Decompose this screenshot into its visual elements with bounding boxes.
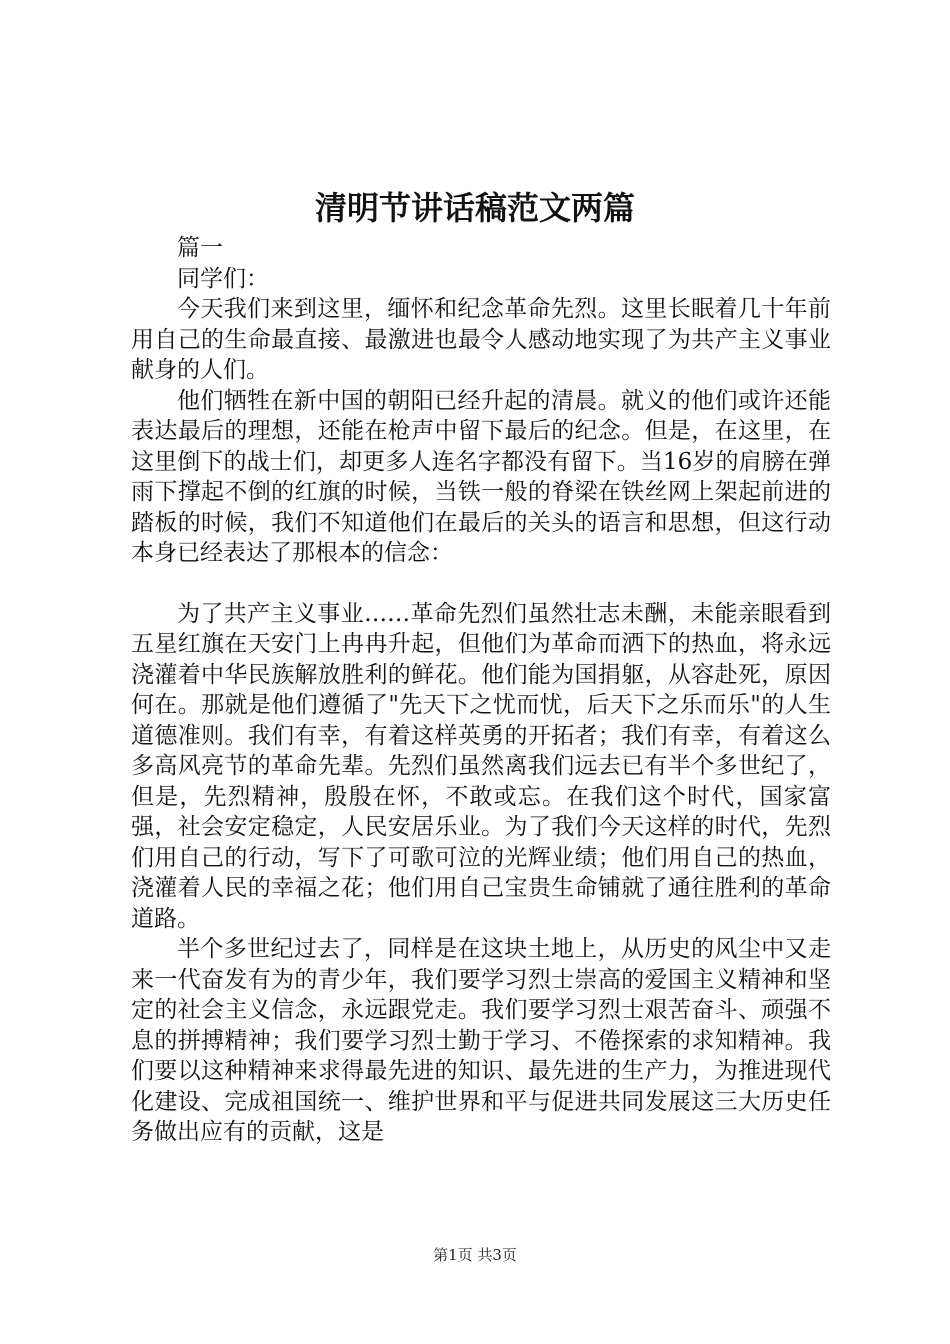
page-number-footer: 第1页 共3页 [433,1246,517,1264]
paragraph: 为了共产主义事业……革命先烈们虽然壮志未酬，未能亲眼看到五星红旗在天安门上冉冉升起，但他们为革命而洒下的热血，将永远浇灌着中华民族解放胜利的鲜花。他们能为国捐躯，从容赴死，原因何在。那就是他们遵循了"先天下之忧而忧，后天下之乐而乐"的人生道德准则。我们有幸，有着这样英勇的开拓者；我们有幸，有着这么多高风亮节的革命先辈。先烈们虽然离我们远去已有半个多世纪了，但是，先烈精神，殷殷在怀，不敢或忘。在我们这个时代，国家富强，社会安定稳定，人民安居乐业。为了我们今天这样的时代，先烈们用自己的行动，写下了可歌可泣的光辉业绩；他们用自己的热血，浇灌着人民的幸福之花；他们用自己宝贵生命铺就了通往胜利的革命道路。 [131,600,831,932]
paragraph: 半个多世纪过去了，同样是在这块土地上，从历史的风尘中又走来一代奋发有为的青少年，我们要学习烈士崇高的爱国主义精神和坚定的社会主义信念，永远跟党走。我们要学习烈士艰苦奋斗、顽强不息的拼搏精神；我们要学习烈士勤于学习、不倦探索的求知精神。我们要以这种精神来求得最先进的知识、最先进的生产力，为推进现代化建设、完成祖国统一、维护世界和平与促进共同发展这三大历史任务做出应有的贡献，这是 [131,936,831,1145]
document-title: 清明节讲话稿范文两篇 [314,189,635,227]
document-body [131,233,831,1148]
salutation: 同学们： [177,265,269,292]
paragraph: 今天我们来到这里，缅怀和纪念革命先烈。这里长眠着几十年前用自己的生命最直接、最激进也最令人感动地实现了为共产主义事业献身的人们。 [131,296,831,383]
section-heading: 篇一 [177,235,223,261]
paragraph: 他们牺牲在新中国的朝阳已经升起的清晨。就义的他们或许还能表达最后的理想，还能在枪声中留下最后的纪念。但是，在这里，在这里倒下的战士们，却更多人连名字都没有留下。当16岁的肩膀在弹雨下撑起不倒的红旗的时候，当铁一般的脊梁在铁丝网上架起前进的踏板的时候，我们不知道他们在最后的关头的语言和思想，但这行动本身已经表达了那根本的信念： [131,387,831,566]
